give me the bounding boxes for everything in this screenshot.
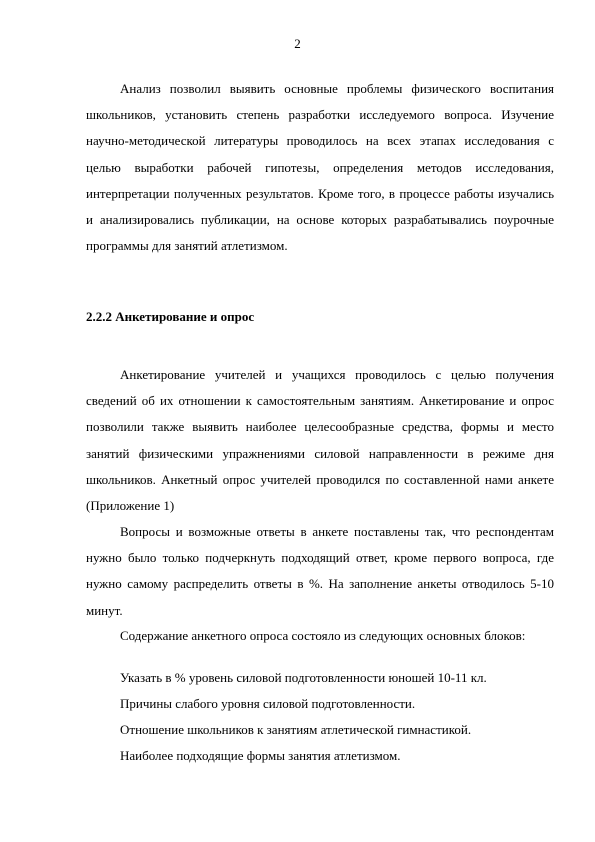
section-heading: 2.2.2 Анкетирование и опрос bbox=[86, 309, 255, 324]
contents-paragraph: Содержание анкетного опроса состояло из следующих основных блоков: bbox=[120, 628, 526, 643]
list-item: Наиболее подходящие формы занятия атлетизмом. bbox=[120, 748, 401, 763]
questions-paragraph: Вопросы и возможные ответы в анкете поставлены так, что респондентам нужно было только подчеркнуть подходящий ответ, кроме первого вопроса, где нужно самому распределить ответы в %. На заполнение анкеты отводилось 5-10 минут. bbox=[86, 524, 554, 618]
list-item: Причины слабого уровня силовой подготовленности. bbox=[120, 696, 416, 711]
list-item: Отношение школьников к занятиям атлетической гимнастикой. bbox=[120, 722, 472, 737]
page-number: 2 bbox=[294, 36, 301, 51]
list-item: Указать в % уровень силовой подготовленности юношей 10-11 кл. bbox=[120, 670, 487, 685]
intro-paragraph: Анализ позволил выявить основные проблемы физического воспитания школьников, установить степень разработки исследуемого вопроса. Изучение научно-методической литературы проводилось на всех этапах исследования с целью выработки рабочей гипотезы, определения методов исследования, интерпретации полученных результатов. Кроме того, в процессе работы изучались и анализировались публикации, на основе которых разрабатывались поурочные программы для занятий атлетизмом. bbox=[86, 81, 554, 254]
survey-paragraph: Анкетирование учителей и учащихся проводилось с целью получения сведений об их отношении к самостоятельным занятиям. Анкетирование и опрос позволили также выявить наиболее целесообразные средства, формы и место занятий физическими упражнениями силовой направленности в режиме дня школьников. Анкетный опрос учителей проводился по составленной нами анкете (Приложение 1) bbox=[86, 367, 554, 514]
